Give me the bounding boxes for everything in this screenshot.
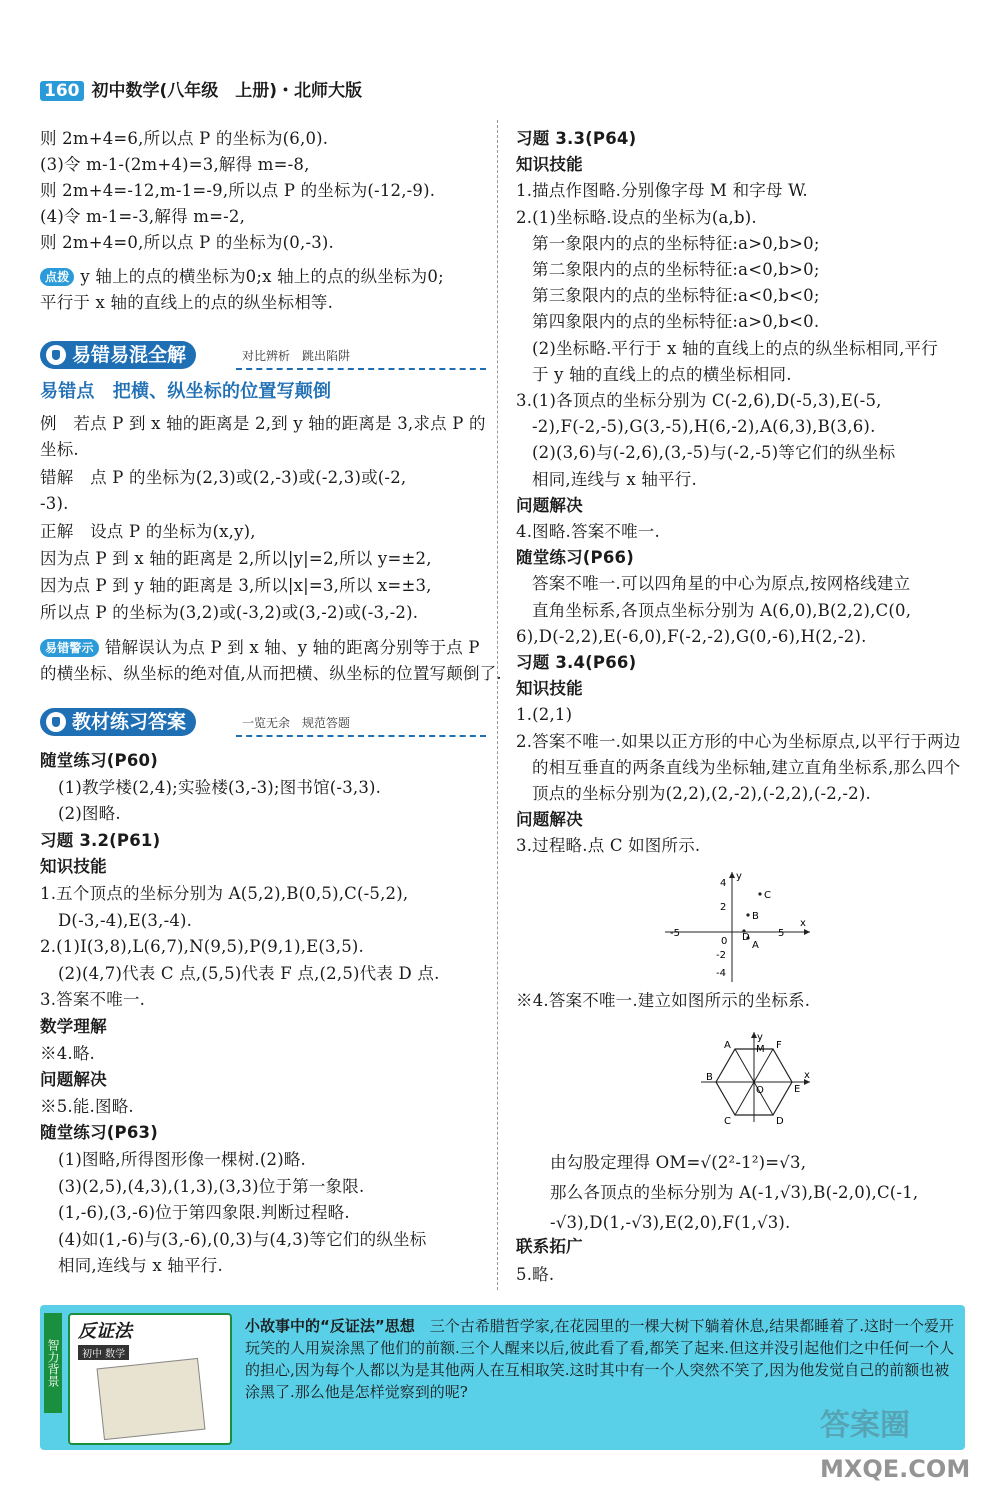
footer-tab: 智力背景 bbox=[44, 1313, 62, 1413]
section-heading: 习题 3.2(P61) bbox=[40, 830, 161, 850]
book-card bbox=[68, 1313, 232, 1445]
example-line: 例 若点 P 到 x 轴的距离是 2,到 y 轴的距离是 3,求点 P 的 bbox=[40, 414, 486, 433]
section-heading: 联系拓广 bbox=[516, 1237, 583, 1256]
fig1-label-2: 2 bbox=[720, 902, 727, 913]
wrong-solution-line: 错解 点 P 的坐标为(2,3)或(2,-3)或(-2,3)或(-2, bbox=[40, 468, 407, 487]
answer-line: 直角坐标系,各顶点坐标分别为 A(6,0),B(2,2),C(0, bbox=[532, 600, 912, 620]
book-cover-image bbox=[97, 1358, 206, 1440]
answer-line: 则 2m+4=0,所以点 P 的坐标为(0,-3). bbox=[40, 233, 335, 252]
answer-line: 第二象限内的点的坐标特征:a<0,b>0; bbox=[532, 260, 820, 279]
answer-line: 1.(2,1) bbox=[516, 705, 573, 725]
warning-badge: 易错警示 bbox=[40, 639, 99, 657]
answer-line: 3.过程略.点 C 如图所示. bbox=[516, 836, 701, 856]
fig1-label-0: 0 bbox=[721, 936, 728, 947]
fig1-label-4: 4 bbox=[720, 878, 727, 889]
banner-pill bbox=[40, 341, 196, 369]
coordinate-figure-point-c bbox=[660, 870, 820, 985]
answer-line: 2.(1)坐标略.设点的坐标为(a,b). bbox=[516, 207, 757, 227]
banner-pill bbox=[40, 708, 196, 736]
section-heading: 问题解决 bbox=[516, 495, 583, 515]
answer-line: 第一象限内的点的坐标特征:a>0,b>0; bbox=[532, 233, 820, 253]
answer-line: 2.(1)I(3,8),L(6,7),N(9,5),P(9,1),E(3,5). bbox=[40, 937, 364, 957]
section-heading: 问题解决 bbox=[40, 1070, 107, 1090]
fig1-label-neg4: -4 bbox=[716, 968, 726, 979]
answer-line: (4)如(1,-6)与(3,-6),(0,3)与(4,3)等它们的纵坐标 bbox=[58, 1229, 427, 1249]
tip-text: 平行于 x 轴的直线上的点的纵坐标相等. bbox=[40, 293, 334, 312]
answer-line: -2),F(-2,-5),G(3,-5),H(6,-2),A(6,3),B(3,6). bbox=[532, 417, 876, 437]
correct-solution-line: 因为点 P 到 x 轴的距离是 2,所以|y|=2,所以 y=±2, bbox=[40, 549, 432, 568]
section-heading: 随堂练习(P66) bbox=[516, 548, 634, 568]
answer-line: 4.图略.答案不唯一. bbox=[516, 522, 660, 541]
warning-text: 错解误认为点 P 到 x 轴、y 轴的距离分别等于点 P bbox=[104, 638, 480, 657]
answer-line: 第四象限内的点的坐标特征:a>0,b<0. bbox=[532, 312, 820, 332]
fig2-label-x: x bbox=[804, 1070, 810, 1081]
story-text bbox=[245, 1315, 955, 1403]
column-divider bbox=[497, 120, 498, 1290]
section-heading: 知识技能 bbox=[516, 679, 583, 699]
section-heading: 随堂练习(P63) bbox=[40, 1123, 158, 1143]
example-line: 坐标. bbox=[40, 440, 79, 459]
section-heading: 随堂练习(P60) bbox=[40, 751, 158, 770]
banner-rule bbox=[236, 368, 486, 370]
banner-error-analysis bbox=[40, 341, 488, 369]
bulb-icon bbox=[46, 712, 66, 732]
fig2-label-b: B bbox=[706, 1072, 713, 1083]
answer-line: (2)(4,7)代表 C 点,(5,5)代表 F 点,(2,5)代表 D 点. bbox=[58, 963, 440, 983]
tip-line bbox=[40, 266, 444, 288]
section-heading: 数学理解 bbox=[40, 1017, 107, 1036]
warning-line bbox=[40, 637, 480, 659]
answer-line: 1.描点作图略.分别像字母 M 和字母 W. bbox=[516, 181, 808, 201]
fig1-label-neg5: -5 bbox=[670, 928, 680, 939]
answer-line: 那么各顶点的坐标分别为 A(-1,√3),B(-2,0),C(-1, bbox=[550, 1183, 919, 1202]
banner-rule bbox=[236, 735, 486, 737]
section-heading: 知识技能 bbox=[40, 857, 107, 877]
banner-title: 易错易混全解 bbox=[72, 344, 187, 366]
answer-line: 则 2m+4=6,所以点 P 的坐标为(6,0). bbox=[40, 129, 329, 148]
answer-line: (2)(3,6)与(-2,6),(3,-5)与(-2,-5)等它们的纵坐标 bbox=[532, 443, 896, 463]
wrong-solution-line: -3). bbox=[40, 494, 69, 513]
answer-line: (4)令 m-1=-3,解得 m=-2, bbox=[40, 207, 246, 226]
answer-line: 3.(1)各顶点的坐标分别为 C(-2,6),D(-5,3),E(-5, bbox=[516, 391, 882, 410]
fig1-label-c: C bbox=[764, 890, 771, 901]
answer-line: 顶点的坐标分别为(2,2),(2,-2),(-2,2),(-2,-2). bbox=[532, 784, 871, 803]
answer-line: 则 2m+4=-12,m-1=-9,所以点 P 的坐标为(-12,-9). bbox=[40, 181, 436, 200]
banner-textbook-answers bbox=[40, 708, 488, 736]
answer-line: 相同,连线与 x 轴平行. bbox=[532, 469, 697, 489]
answer-line: ※4.略. bbox=[40, 1043, 95, 1063]
answer-line: -√3),D(1,-√3),E(2,0),F(1,√3). bbox=[550, 1213, 791, 1232]
answer-line: 3.答案不唯一. bbox=[40, 990, 146, 1010]
answer-line: D(-3,-4),E(3,-4). bbox=[58, 910, 193, 930]
section-heading: 习题 3.4(P66) bbox=[516, 653, 637, 672]
fig1-label-neg2: -2 bbox=[716, 950, 726, 961]
answer-line: (1)图略,所得图形像一棵树.(2)略. bbox=[58, 1150, 306, 1169]
correct-solution-line: 正解 设点 P 的坐标为(x,y), bbox=[40, 522, 256, 541]
fig1-label-y: y bbox=[736, 871, 742, 882]
story-body: 三个古希腊哲学家,在花园里的一棵大树下躺着休息,结果都睡着了.这时一个爱开玩笑的人用炭涂黑了他们的前额.三个人醒来以后,彼此看了看,都笑了起来.但这并没引起他们之中任何一个人的担心,因为每个人都以为是其他两人在互相取笑.这时其中有一个人突然不笑了,因为他发觉自己的前额也被涂黑了.那么他是怎样觉察到的呢? bbox=[245, 1317, 955, 1401]
answer-line: 1.五个顶点的坐标分别为 A(5,2),B(0,5),C(-5,2), bbox=[40, 884, 409, 903]
bulb-icon bbox=[46, 345, 66, 365]
answer-line: 2.答案不唯一.如果以正方形的中心为坐标原点,以平行于两边 bbox=[516, 731, 961, 751]
book-card-subtitle: 初中 数学 bbox=[78, 1345, 129, 1360]
book-card-title: 反证法 bbox=[78, 1321, 132, 1342]
fig2-label-c: C bbox=[724, 1116, 731, 1125]
page-header bbox=[40, 76, 362, 101]
answer-line: 5.略. bbox=[516, 1265, 555, 1284]
story-title: 小故事中的“反证法”思想 bbox=[245, 1317, 415, 1335]
answer-line: ※5.能.图略. bbox=[40, 1096, 134, 1116]
correct-solution-line: 因为点 P 到 y 轴的距离是 3,所以|x|=3,所以 x=±3, bbox=[40, 576, 432, 595]
book-title: 初中数学(八年级 上册)・北师大版 bbox=[91, 81, 363, 101]
fig2-label-e: E bbox=[794, 1084, 801, 1095]
tip-text: y 轴上的点的横坐标为0;x 轴上的点的纵坐标为0; bbox=[80, 267, 444, 286]
fig2-label-f: F bbox=[776, 1040, 782, 1051]
fig1-label-d: D bbox=[742, 932, 750, 943]
answer-line: 6),D(-2,2),E(-6,0),F(-2,-2),G(0,-6),H(2,-2). bbox=[516, 626, 867, 646]
correct-solution-line: 所以点 P 的坐标为(3,2)或(-3,2)或(3,-2)或(-3,-2). bbox=[40, 603, 419, 622]
hexagon-coordinate-figure bbox=[696, 1030, 816, 1125]
answer-line: 第三象限内的点的坐标特征:a<0,b<0; bbox=[532, 286, 820, 306]
watermark-url: MXQE.COM bbox=[820, 1455, 971, 1483]
answer-line: (2)图略. bbox=[58, 804, 121, 824]
answer-line: (1)教学楼(2,4);实验楼(3,-3);图书馆(-3,3). bbox=[58, 777, 382, 797]
watermark-logo: 答案圈 bbox=[820, 1408, 910, 1443]
answer-line: (3)令 m-1-(2m+4)=3,解得 m=-8, bbox=[40, 155, 310, 174]
fig2-label-m: M bbox=[756, 1044, 765, 1055]
banner-subtitle: 一览无余 规范答题 bbox=[242, 716, 351, 730]
answer-line: (1,-6),(3,-6)位于第四象限.判断过程略. bbox=[58, 1203, 350, 1223]
fig2-label-a: A bbox=[724, 1040, 731, 1051]
fig1-label-a: A bbox=[752, 940, 759, 951]
answer-line: 相同,连线与 x 轴平行. bbox=[58, 1256, 223, 1276]
answer-line: 的相互垂直的两条直线为坐标轴,建立直角坐标系,那么四个 bbox=[532, 757, 961, 777]
answer-line: (3)(2,5),(4,3),(1,3),(3,3)位于第一象限. bbox=[58, 1176, 365, 1196]
fig2-label-d: D bbox=[776, 1116, 784, 1125]
tip-badge: 点拨 bbox=[40, 268, 74, 286]
banner-subtitle: 对比辨析 跳出陷阱 bbox=[242, 349, 351, 363]
fig1-label-b: B bbox=[752, 911, 759, 922]
warning-text: 的横坐标、纵坐标的绝对值,从而把横、纵坐标的位置写颠倒了. bbox=[40, 664, 502, 683]
answer-line: (2)坐标略.平行于 x 轴的直线上的点的纵坐标相同,平行 bbox=[532, 338, 938, 358]
fig2-label-o: O bbox=[756, 1085, 764, 1096]
fig1-label-5: 5 bbox=[778, 928, 785, 939]
fig2-label-y: y bbox=[757, 1032, 763, 1043]
fig1-label-x: x bbox=[800, 918, 806, 929]
section-heading: 习题 3.3(P64) bbox=[516, 129, 637, 148]
answer-line: ※4.答案不唯一.建立如图所示的坐标系. bbox=[516, 991, 811, 1010]
answer-line: 由勾股定理得 OM=√(2²-1²)=√3, bbox=[550, 1153, 807, 1172]
section-heading: 知识技能 bbox=[516, 155, 583, 175]
section-heading: 问题解决 bbox=[516, 810, 583, 830]
error-point-heading: 易错点 把横、纵坐标的位置写颠倒 bbox=[40, 381, 332, 402]
answer-line: 答案不唯一.可以四角星的中心为原点,按网格线建立 bbox=[532, 574, 911, 594]
page-number: 160 bbox=[40, 81, 84, 101]
banner-title: 教材练习答案 bbox=[72, 711, 187, 733]
answer-line: 于 y 轴的直线上的点的横坐标相同. bbox=[532, 364, 792, 384]
